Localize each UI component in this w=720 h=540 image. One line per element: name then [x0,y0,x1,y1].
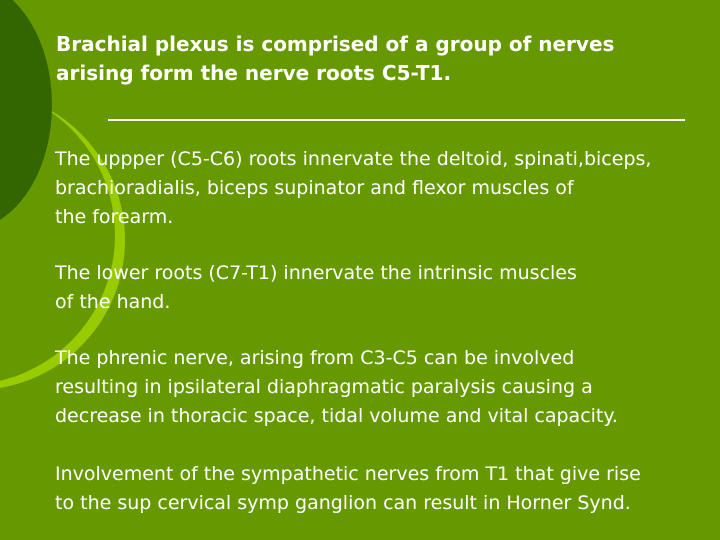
paragraph-sympathetic-nerves: Involvement of the sympathetic nerves from T1 that give rise to the sup cervical symp ganglion can result in Horner Synd. [55,463,641,514]
slide-title: Brachial plexus is comprised of a group of nerves arising form the nerve roots C5-T1. [56,32,615,85]
paragraph-phrenic-nerve: The phrenic nerve, arising from C3-C5 can be involved resulting in ipsilateral diaphragmatic paralysis causing a decrease in thoracic space, tidal volume and vital capacity. [55,347,618,427]
paragraph-lower-roots: The lower roots (C7-T1) innervate the intrinsic muscles of the hand. [55,262,577,313]
title-divider [108,119,685,121]
paragraph-upper-roots: The uppper (C5-C6) roots innervate the deltoid, spinati,biceps, brachioradialis, biceps supinator and flexor muscles of the forearm. [55,148,652,228]
